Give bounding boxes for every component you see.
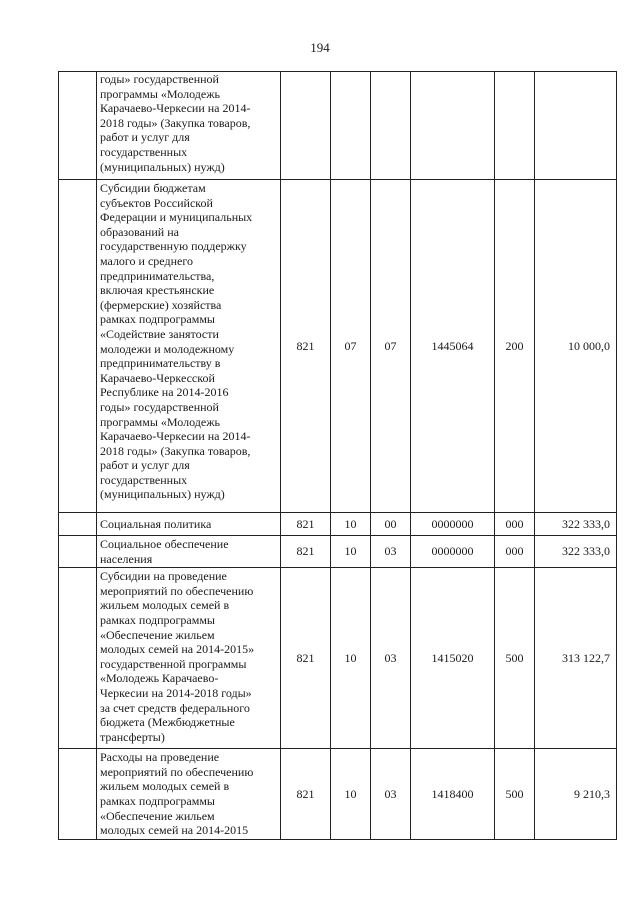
expense-type-cell: 000 xyxy=(495,536,535,568)
section-code-cell: 10 xyxy=(331,513,371,536)
expense-type-cell xyxy=(495,72,535,180)
table-row xyxy=(59,568,617,749)
amount-cell: 9 210,3 xyxy=(535,749,617,840)
subsection-code-cell: 07 xyxy=(371,180,411,513)
ministry-code-cell xyxy=(281,72,331,180)
target-article-cell xyxy=(411,72,495,180)
item-name-cell: Субсидии на проведение мероприятий по обеспечению жильем молодых семей в рамках подпрограммы «Обеспечение жильем молодых семей на 2014-2015» государственной программы «Молодежь Карачаево- Черкесии на 2014-2018 годы» за счет средств федерального бюджета (Межбюджетные трансферты) xyxy=(97,568,281,749)
ministry-code-cell: 821 xyxy=(281,568,331,749)
page-number: 194 xyxy=(310,40,330,55)
section-code-cell: 10 xyxy=(331,536,371,568)
amount-cell: 322 333,0 xyxy=(535,536,617,568)
amount-cell xyxy=(535,72,617,180)
ministry-code-cell: 821 xyxy=(281,536,331,568)
row-spacer-cell xyxy=(59,180,97,513)
ministry-code-cell: 821 xyxy=(281,749,331,840)
amount-cell: 322 333,0 xyxy=(535,513,617,536)
row-spacer-cell xyxy=(59,749,97,840)
item-name-cell: Расходы на проведение мероприятий по обеспечению жильем молодых семей в рамках подпрограммы «Обеспечение жильем молодых семей на 2014-2015 xyxy=(97,749,281,840)
row-spacer-cell xyxy=(59,72,97,180)
section-code-cell: 10 xyxy=(331,749,371,840)
subsection-code-cell: 03 xyxy=(371,536,411,568)
subsection-code-cell: 03 xyxy=(371,749,411,840)
ministry-code-cell: 821 xyxy=(281,180,331,513)
row-spacer-cell xyxy=(59,536,97,568)
target-article-cell: 1415020 xyxy=(411,568,495,749)
target-article-cell: 0000000 xyxy=(411,513,495,536)
subsection-code-cell: 03 xyxy=(371,568,411,749)
row-spacer-cell xyxy=(59,568,97,749)
expense-type-cell: 200 xyxy=(495,180,535,513)
expense-type-cell: 000 xyxy=(495,513,535,536)
item-name-cell: Социальная политика xyxy=(97,513,281,536)
expense-type-cell: 500 xyxy=(495,749,535,840)
target-article-cell: 1418400 xyxy=(411,749,495,840)
section-code-cell: 07 xyxy=(331,180,371,513)
section-code-cell xyxy=(331,72,371,180)
subsection-code-cell xyxy=(371,72,411,180)
target-article-cell: 1445064 xyxy=(411,180,495,513)
target-article-cell: 0000000 xyxy=(411,536,495,568)
expense-type-cell: 500 xyxy=(495,568,535,749)
item-name-cell: Социальное обеспечение населения xyxy=(97,536,281,568)
amount-cell: 313 122,7 xyxy=(535,568,617,749)
subsection-code-cell: 00 xyxy=(371,513,411,536)
item-name-cell: Субсидии бюджетам субъектов Российской Федерации и муниципальных образований на государственную поддержку малого и среднего предпринимательства, включая крестьянские (фермерские) хозяйства рамках подпрограммы «Содействие занятости молодежи и молодежному предпринимательству в Карачаево-Черкесской Республике на 2014-2016 годы» государственной программы «Молодежь Карачаево-Черкесии на 2014- 2018 годы» (Закупка товаров, работ и услуг для государственных (муниципальных) нужд) xyxy=(97,180,281,513)
budget-table xyxy=(58,71,617,840)
table-row xyxy=(59,749,617,840)
item-name-cell: годы» государственной программы «Молодежь Карачаево-Черкесии на 2014- 2018 годы» (Закупка товаров, работ и услуг для государственных (муниципальных) нужд) xyxy=(97,72,281,180)
table-row xyxy=(59,72,617,180)
ministry-code-cell: 821 xyxy=(281,513,331,536)
section-code-cell: 10 xyxy=(331,568,371,749)
table-row xyxy=(59,180,617,513)
row-spacer-cell xyxy=(59,513,97,536)
table-row xyxy=(59,513,617,536)
table-row xyxy=(59,536,617,568)
amount-cell: 10 000,0 xyxy=(535,180,617,513)
